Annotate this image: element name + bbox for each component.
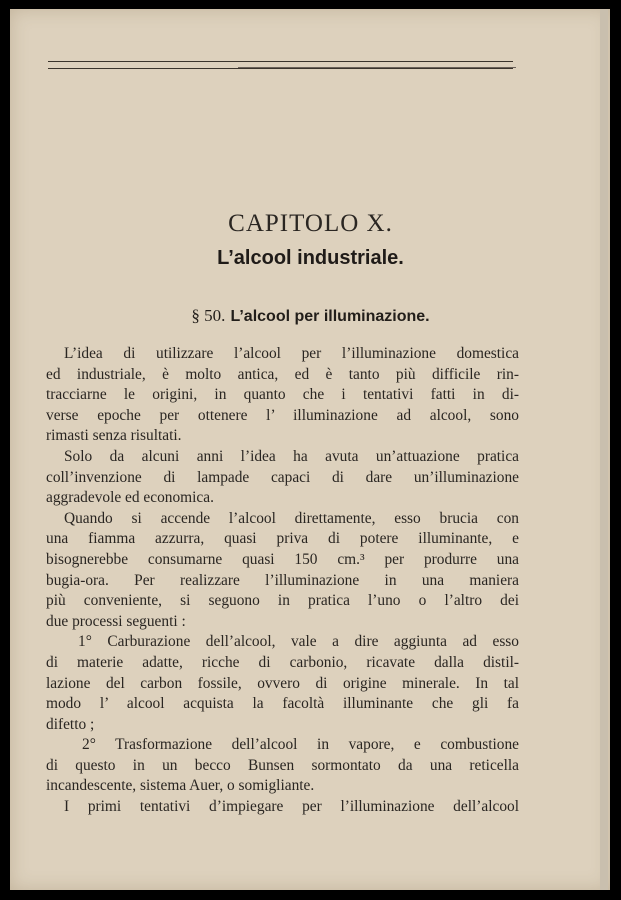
- chapter-title: L’alcool industriale.: [217, 247, 404, 269]
- text-line: coll’invenzione di lampade capaci di dare un’illuminazione: [46, 468, 519, 486]
- text-line: Solo da alcuni anni l’idea ha avuta un’attuazione pratica: [64, 447, 519, 465]
- text-line: aggradevole ed economica.: [46, 489, 214, 507]
- header-rule-bottom: [48, 68, 513, 69]
- text-line: incandescente, sistema Auer, o somigliante.: [46, 777, 315, 795]
- text-line: Quando si accende l’alcool direttamente, esso brucia con: [64, 509, 519, 527]
- text-line: 1° Carburazione dell’alcool, vale a dire aggiunta ad esso: [78, 633, 519, 651]
- text-line: lazione del carbon fossile, ovvero di origine minerale. In tal: [46, 674, 519, 692]
- page-edge: [600, 9, 608, 890]
- text-line: una fiamma azzurra, quasi priva di potere illuminante, e: [46, 530, 519, 548]
- text-line: bisognerebbe consumarne quasi 150 cm.³ per produrre una: [46, 550, 519, 568]
- body-text: [46, 344, 519, 818]
- text-line: tracciarne le origini, in quanto che i tentativi fatti in di-: [46, 386, 519, 404]
- section-heading: [0, 306, 621, 326]
- section-title: L’alcool per illuminazione.: [230, 308, 430, 325]
- text-line: di materie adatte, ricche di carbonio, ricavate dalla distil-: [46, 653, 519, 671]
- text-line: verse epoche per ottenere l’ illuminazione ad alcool, sono: [46, 406, 519, 424]
- text-line: ed industriale, è molto antica, ed è tanto più difficile rin-: [46, 365, 519, 383]
- text-line: L’idea di utilizzare l’alcool per l’illuminazione domestica: [64, 345, 519, 362]
- text-line: bugia-ora. Per realizzare l’illuminazione in una maniera: [46, 571, 519, 589]
- section-number: § 50.: [191, 306, 226, 325]
- text-line: 2° Trasformazione dell’alcool in vapore, e combustione: [82, 736, 519, 754]
- text-line: due processi seguenti :: [46, 612, 186, 630]
- header-rule-inner: [238, 67, 516, 68]
- text-line: I primi tentativi d’impiegare per l’illuminazione dell’alcool: [64, 798, 519, 816]
- text-line: più conveniente, si seguono in pratica l’uno o l’altro dei: [46, 592, 519, 610]
- text-line: di questo in un becco Bunsen sormontato da una reticella: [46, 756, 519, 774]
- header-rule-top: [48, 61, 513, 62]
- text-line: rimasti senza risultati.: [46, 427, 182, 445]
- text-line: difetto ;: [46, 715, 95, 733]
- text-line: modo l’ alcool acquista la facoltà illuminante che gli fa: [46, 695, 519, 713]
- chapter-heading: CAPITOLO X.: [228, 210, 393, 237]
